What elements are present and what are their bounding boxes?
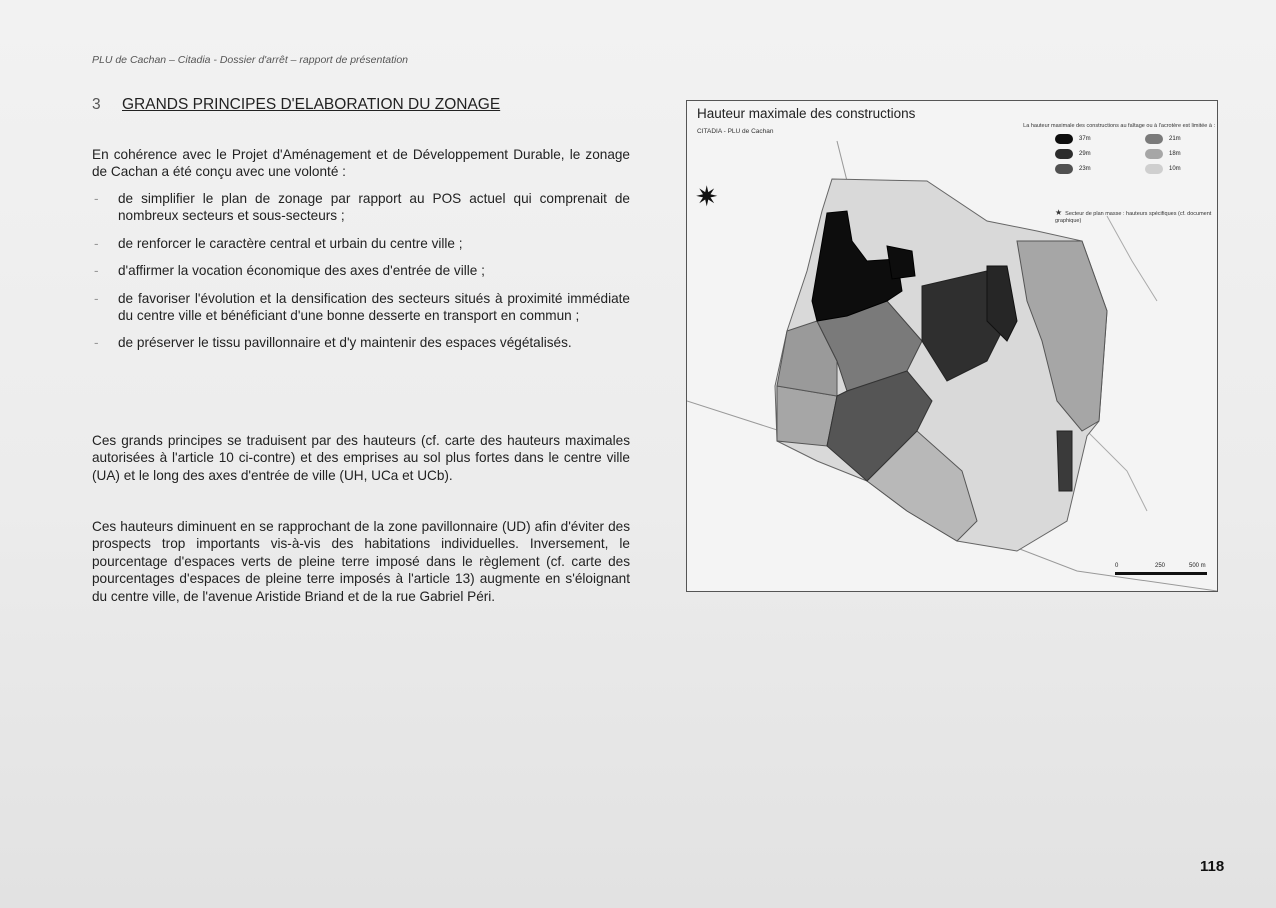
paragraph-principles — [92, 432, 630, 484]
intro-text: En cohérence avec le Projet d'Aménagement et de Développement Durable, le zonage de Cachan a été conçu avec une volonté : — [92, 147, 630, 180]
legend-item — [1055, 134, 1145, 144]
legend-item — [1145, 134, 1218, 144]
section-title-text: GRANDS PRINCIPES D'ELABORATION DU ZONAGE — [122, 96, 501, 113]
legend-label: 21m — [1169, 136, 1181, 142]
star-icon: ★ — [1055, 208, 1063, 217]
legend-item — [1145, 164, 1218, 174]
bullet-item: - de renforcer le caractère central et urbain du centre ville ; — [118, 235, 630, 252]
map-drawing — [687, 101, 1217, 591]
legend-swatch — [1055, 149, 1073, 159]
running-header: PLU de Cachan – Citadia - Dossier d'arrêt – rapport de présentation — [92, 54, 409, 66]
legend-swatch — [1055, 164, 1073, 174]
intro-paragraph — [92, 146, 630, 181]
map-legend — [1023, 123, 1215, 224]
road-line — [837, 141, 847, 181]
paragraph-heights — [92, 518, 630, 605]
scale-line — [1115, 572, 1207, 575]
legend-item — [1145, 149, 1218, 159]
height-map-figure — [686, 100, 1218, 592]
legend-swatch — [1055, 134, 1073, 144]
road-line — [1087, 431, 1147, 511]
legend-item — [1055, 149, 1145, 159]
legend-label: 18m — [1169, 151, 1181, 157]
road-line — [1107, 216, 1157, 301]
legend-item — [1055, 164, 1145, 174]
legend-label: 23m — [1079, 166, 1091, 172]
section-number: 3 — [92, 96, 101, 113]
legend-label: 37m — [1079, 136, 1091, 142]
bullet-item: - de préserver le tissu pavillonnaire et d'y maintenir des espaces végétalisés. — [118, 334, 630, 351]
paragraph-text: Ces hauteurs diminuent en se rapprochant de la zone pavillonnaire (UD) afin d'éviter des prospects trop importants vis-à-vis des habitations individuelles. Inversement, le pourcentage d'espaces verts de pleine terre imposé dans le règlement (cf. carte des pourcentages d'espaces de pleine terre imposés à l'article 13) augmente en s'éloignant du centre ville, de l'avenue Aristide Briand et de la rue Gabriel Péri. — [92, 519, 630, 604]
bullet-item: - de simplifier le plan de zonage par rapport au POS actuel qui comprenait de nombreux secteurs et sous-secteurs ; — [118, 190, 630, 225]
legend-title: La hauteur maximale des constructions au faîtage ou à l'acrotère est limitée à : — [1023, 123, 1215, 129]
legend-swatch — [1145, 164, 1163, 174]
map-subtitle: CITADIA - PLU de Cachan — [697, 128, 774, 135]
legend-note-text: Secteur de plan masse : hauteurs spécifiques (cf. document graphique) — [1055, 211, 1212, 224]
legend-swatch — [1145, 149, 1163, 159]
north-arrow-icon: ✷ — [695, 181, 719, 212]
legend-swatch — [1145, 134, 1163, 144]
legend-label: 29m — [1079, 151, 1091, 157]
scale-bar — [1115, 563, 1207, 579]
scale-label: 250 — [1155, 563, 1166, 569]
scale-label: 0 — [1115, 563, 1119, 569]
legend-grid — [1055, 134, 1215, 174]
legend-note — [1055, 209, 1215, 225]
legend-label: 10m — [1169, 166, 1181, 172]
zone-29m-east — [1057, 431, 1072, 491]
section-title — [92, 96, 632, 114]
bullet-item: - de favoriser l'évolution et la densification des secteurs situés à proximité immédiate du centre ville et bénéficiant d'une bonne desserte en transport en commun ; — [118, 290, 630, 325]
paragraph-text: Ces grands principes se traduisent par des hauteurs (cf. carte des hauteurs maximales autorisées à l'article 10 ci-contre) et des emprises au sol plus fortes dans le centre ville (UA) et le long des axes d'entrée de ville (UH, UCa et UCb). — [92, 433, 630, 483]
page-number: 118 — [1200, 858, 1225, 875]
bullet-item: - d'affirmer la vocation économique des axes d'entrée de ville ; — [118, 262, 630, 279]
scale-label: 500 m — [1189, 563, 1206, 569]
zone-37m-block — [887, 246, 915, 279]
map-title: Hauteur maximale des constructions — [697, 106, 916, 121]
bullet-list — [118, 190, 630, 362]
